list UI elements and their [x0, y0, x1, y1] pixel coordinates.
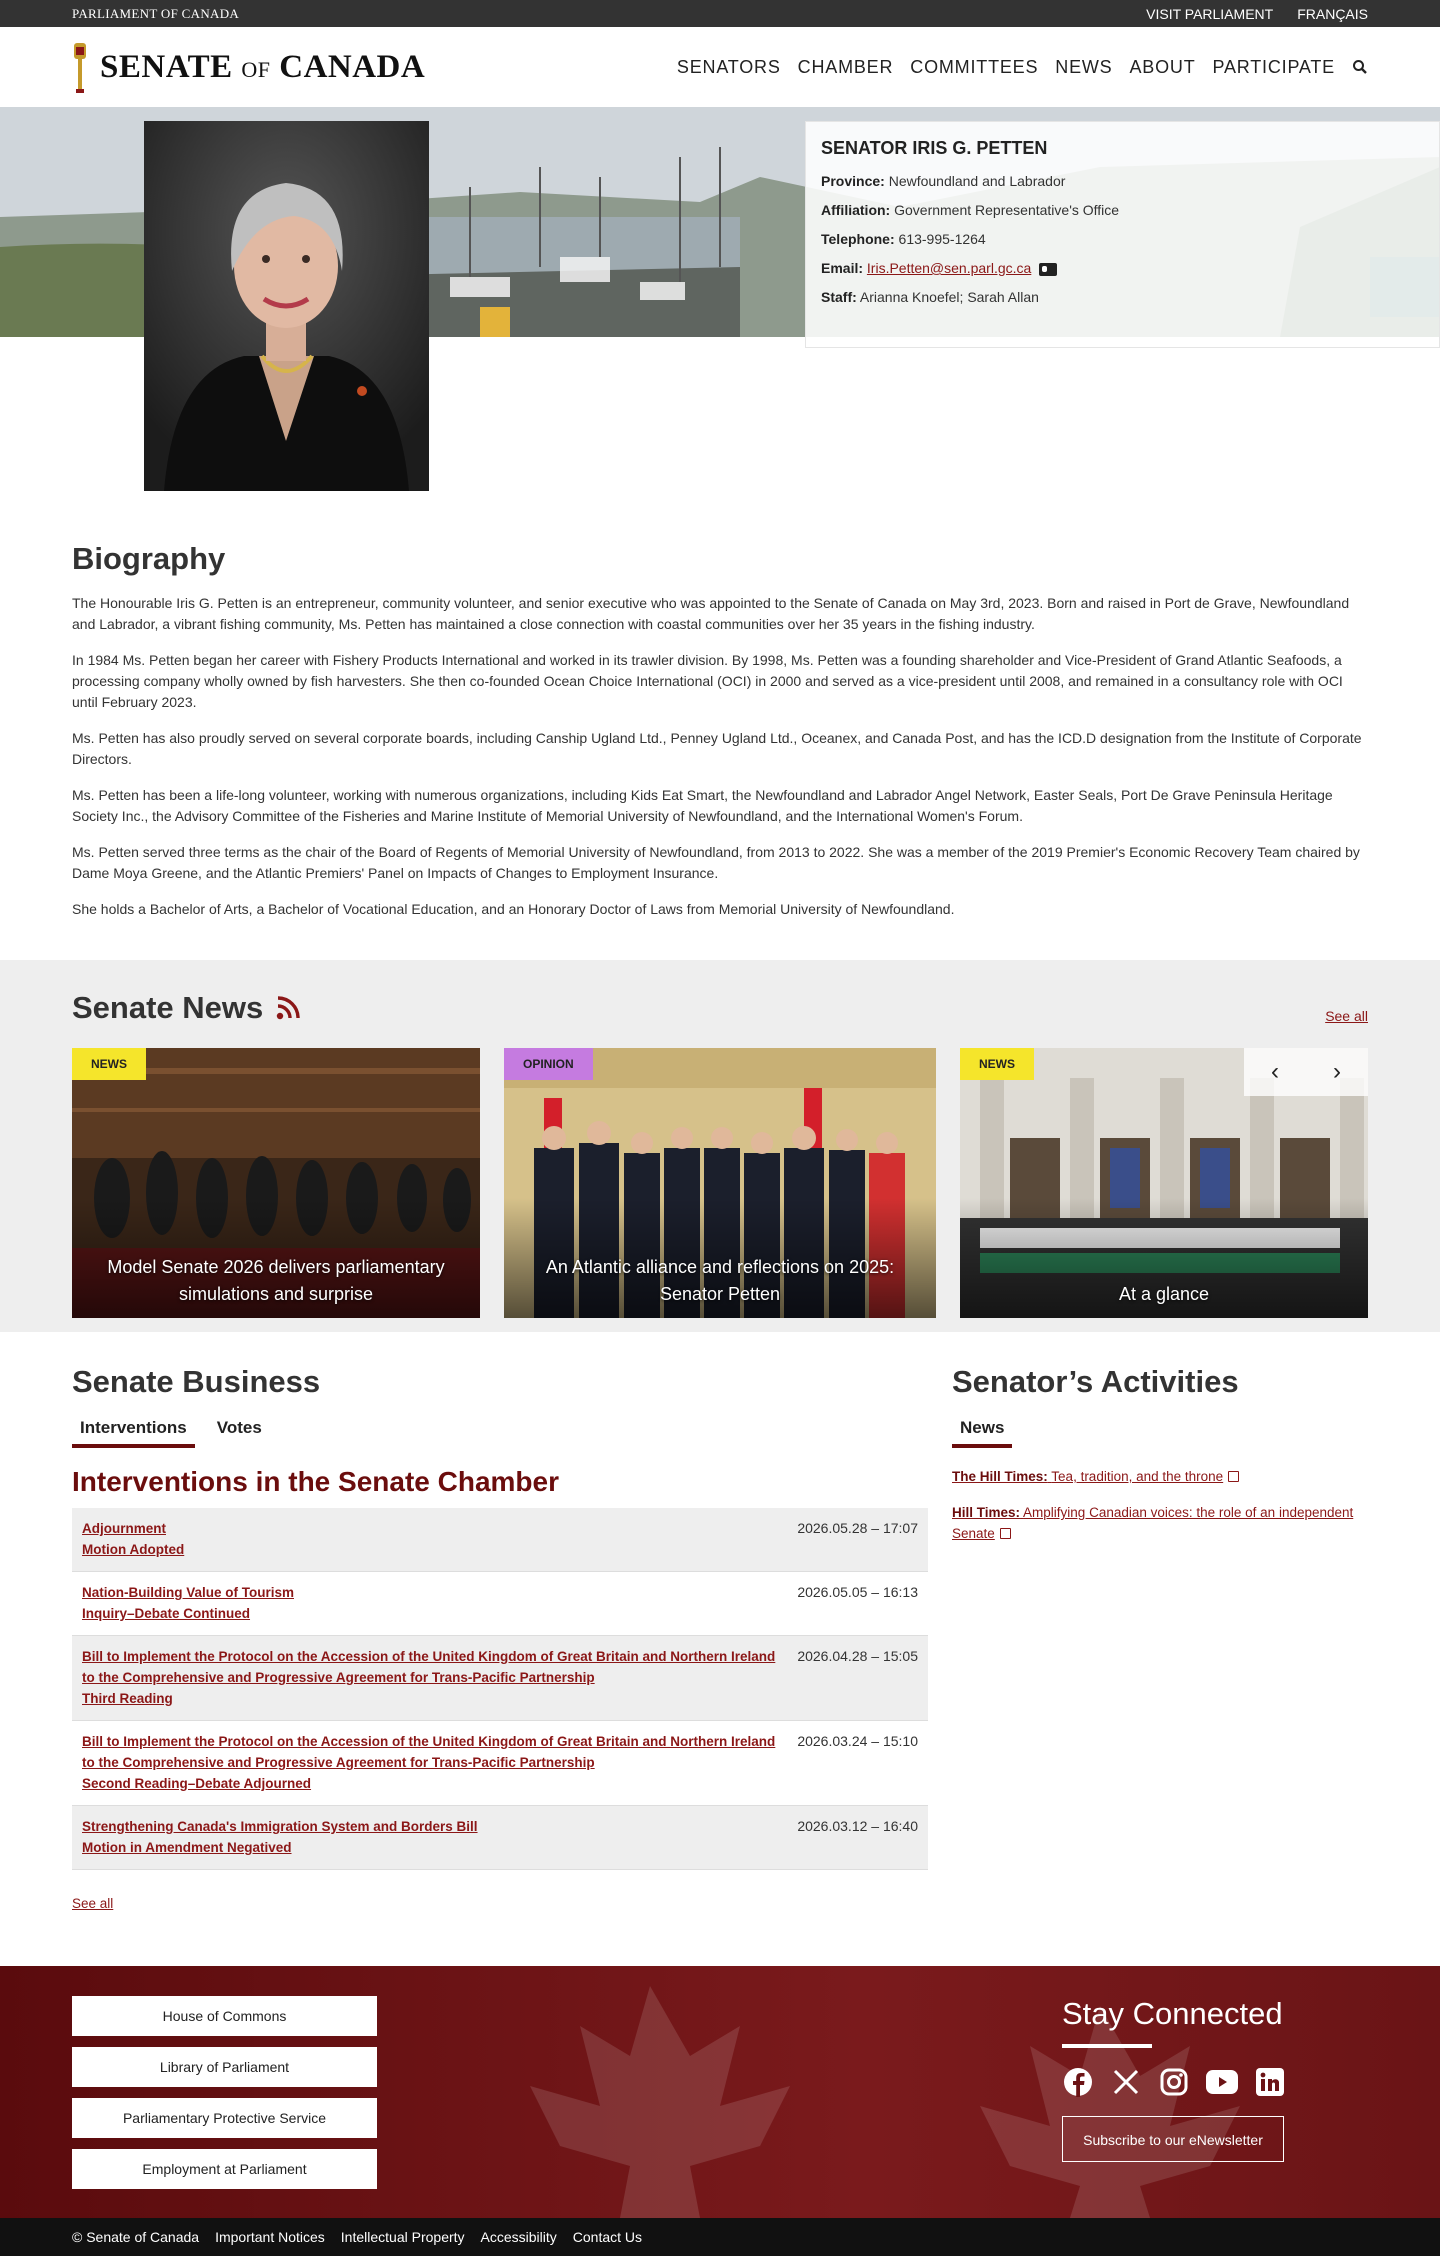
intervention-date: 2026.04.28 – 15:05 [797, 1648, 918, 1664]
contact-card-icon[interactable] [1039, 263, 1057, 276]
parliament-link[interactable]: PARLIAMENT OF CANADA [72, 5, 240, 21]
table-row [72, 1508, 928, 1572]
footer-link-house-of-commons[interactable]: House of Commons [72, 1996, 377, 2036]
intervention-status-link[interactable]: Motion Adopted [82, 1542, 185, 1557]
news-card-title: An Atlantic alliance and reflections on 2025: Senator Petten [545, 1257, 895, 1304]
table-row [72, 1636, 928, 1721]
intervention-title-link[interactable]: Nation-Building Value of Tourism [82, 1585, 294, 1600]
news-see-all-link[interactable]: See all [1325, 1008, 1368, 1024]
email-line: Email: Iris.Petten@sen.parl.gc.ca [821, 260, 1424, 276]
senate-business [72, 1364, 928, 1911]
important-notices-link[interactable]: Important Notices [215, 2229, 325, 2245]
nav-senators[interactable]: SENATORS [676, 56, 781, 77]
business-see-all-link[interactable]: See all [72, 1896, 114, 1911]
news-card[interactable] [960, 1048, 1368, 1318]
activities-title: Senator’s Activities [952, 1364, 1239, 1399]
intervention-date: 2026.03.12 – 16:40 [797, 1818, 918, 1834]
logo-text: SENATE OF CANADA [100, 48, 426, 85]
business-section [72, 1332, 1368, 1911]
news-card-tag: NEWS [72, 1048, 146, 1080]
intervention-date: 2026.03.24 – 15:10 [797, 1733, 918, 1749]
activity-item [952, 1466, 1368, 1487]
subscribe-button[interactable]: Subscribe to our eNewsletter [1062, 2116, 1284, 2162]
external-link-icon [1228, 1471, 1239, 1482]
intervention-title-link[interactable]: Bill to Implement the Protocol on the Accession of the United Kingdom of Great Britain and Northern Ireland to the Comprehensive and Progressive Agreement for Trans-Pacific Partnership [82, 1649, 776, 1685]
bio-paragraph: In 1984 Ms. Petten began her career with Fishery Products International and worked in its trawler division. By 1998, Ms. Petten was a founding shareholder and Vice-President of Grand Atlantic Seafoods, a processing company wholly owned by fish harvesters. She then co-founded Ocean Choice International (OCI) in 2000 and served as a vice-president until 2008, and remained in a consultancy role with OCI until February 2023. [72, 652, 1343, 710]
carousel-controls [1244, 1048, 1368, 1096]
activity-link[interactable]: Hill Times: Amplifying Canadian voices: the role of an independent Senate [952, 1505, 1354, 1541]
intervention-status-link[interactable]: Inquiry–Debate Continued [82, 1606, 251, 1621]
nav-participate[interactable]: PARTICIPATE [1212, 56, 1335, 77]
intellectual-property-link[interactable]: Intellectual Property [340, 2229, 465, 2245]
business-title: Senate Business [72, 1364, 321, 1399]
province-line: Province: Newfoundland and Labrador [821, 173, 1066, 189]
visit-parliament-link[interactable]: VISIT PARLIAMENT [1146, 5, 1274, 22]
news-title: Senate News [72, 990, 1368, 1026]
main-nav [677, 57, 1368, 78]
tab-news[interactable]: News [952, 1418, 1012, 1448]
nav-about[interactable]: ABOUT [1129, 56, 1196, 77]
news-card-tag: OPINION [504, 1048, 593, 1080]
news-card-title: At a glance [1118, 1284, 1210, 1304]
table-row [72, 1806, 928, 1870]
nav-chamber[interactable]: CHAMBER [797, 56, 894, 77]
intervention-title-link[interactable]: Adjournment [82, 1521, 166, 1536]
senator-activities [952, 1364, 1368, 1911]
footer-link-library[interactable]: Library of Parliament [72, 2047, 377, 2087]
mace-icon [72, 41, 88, 93]
biography-title: Biography [72, 541, 226, 576]
intervention-status-link[interactable]: Motion in Amendment Negatived [82, 1840, 292, 1855]
email-link[interactable]: Iris.Petten@sen.parl.gc.ca [866, 260, 1032, 276]
rss-icon[interactable] [275, 995, 301, 1021]
copyright: © Senate of Canada [72, 2229, 200, 2245]
affiliation-line: Affiliation: Government Representative's Office [821, 202, 1120, 218]
tab-interventions[interactable]: Interventions [72, 1418, 195, 1448]
senator-hero [0, 107, 1440, 527]
footer-link-employment[interactable]: Employment at Parliament [72, 2149, 377, 2189]
search-icon[interactable] [1352, 59, 1368, 75]
tab-votes[interactable]: Votes [216, 1418, 262, 1437]
accessibility-link[interactable]: Accessibility [480, 2229, 557, 2245]
telephone-line: Telephone: 613-995-1264 [821, 231, 986, 247]
x-icon[interactable] [1110, 2066, 1142, 2098]
top-bar [0, 0, 1440, 27]
footer-link-protective-service[interactable]: Parliamentary Protective Service [72, 2098, 377, 2138]
activity-link[interactable]: The Hill Times: Tea, tradition, and the throne [952, 1469, 1224, 1484]
youtube-icon[interactable] [1206, 2066, 1238, 2098]
intervention-title-link[interactable]: Bill to Implement the Protocol on the Accession of the United Kingdom of Great Britain and Northern Ireland to the Comprehensive and Progressive Agreement for Trans-Pacific Partnership [82, 1734, 776, 1770]
news-card-tag: NEWS [960, 1048, 1034, 1080]
bio-paragraph: Ms. Petten has also proudly served on several corporate boards, including Canship Ugland Ltd., Penney Ugland Ltd., Oceanex, and Canada Post, and has the ICD.D designation from the Institute of Corporate Directors. [72, 730, 1362, 767]
carousel-next-chevron-right-icon[interactable]: › [1333, 1058, 1341, 1085]
table-row [72, 1721, 928, 1806]
business-tabs [72, 1418, 928, 1448]
senate-logo[interactable] [72, 41, 425, 93]
senator-name: SENATOR IRIS G. PETTEN [821, 138, 1048, 158]
staff-line: Staff: Arianna Knoefel; Sarah Allan [821, 289, 1039, 305]
linkedin-icon[interactable] [1254, 2066, 1286, 2098]
social-links [1062, 2066, 1286, 2098]
site-footer [0, 1966, 1440, 2218]
interventions-list [72, 1508, 928, 1870]
instagram-icon[interactable] [1158, 2066, 1190, 2098]
bio-paragraph: The Honourable Iris G. Petten is an entrepreneur, community volunteer, and senior executive who was appointed to the Senate of Canada on May 3rd, 2023. Born and raised in Port de Grave, Newfoundland and Labrador, a vibrant fishing community, Ms. Petten has maintained a close connection with coastal communities over her 35 years in the fishing industry. [72, 595, 1350, 632]
intervention-status-link[interactable]: Second Reading–Debate Adjourned [82, 1776, 312, 1791]
facebook-icon[interactable] [1062, 2066, 1094, 2098]
news-card[interactable] [72, 1048, 480, 1318]
footer-links [72, 1996, 377, 2189]
intervention-status-link[interactable]: Third Reading [82, 1691, 173, 1706]
nav-committees[interactable]: COMMITTEES [910, 56, 1039, 77]
senator-portrait [144, 121, 429, 491]
bio-paragraph: Ms. Petten has been a life-long volunteer, working with numerous organizations, including Kids Eat Smart, the Newfoundland and Labrador Angel Network, Easter Seals, Port De Grave Peninsula Heritage Society Inc., the Advisory Committee of the Fisheries and Marine Institute of Memorial University of Newfoundland, and the International Women's Forum. [72, 787, 1333, 824]
intervention-title-link[interactable]: Strengthening Canada's Immigration System and Borders Bill [82, 1819, 478, 1834]
activities-tabs [952, 1418, 1368, 1448]
stay-connected-title: Stay Connected [1062, 1996, 1283, 2031]
biography-section [72, 541, 1368, 920]
divider [1062, 2044, 1152, 2048]
language-toggle-link[interactable]: FRANÇAIS [1297, 5, 1368, 22]
news-card[interactable] [504, 1048, 936, 1318]
intervention-date: 2026.05.28 – 17:07 [797, 1520, 918, 1536]
footer-bottom-bar [0, 2218, 1440, 2256]
senate-news-section [0, 960, 1440, 1332]
table-row [72, 1572, 928, 1636]
stay-connected [1062, 1996, 1286, 2162]
bio-paragraph: She holds a Bachelor of Arts, a Bachelor of Vocational Education, and an Honorary Doctor of Laws from Memorial University of Newfoundland. [72, 901, 955, 917]
interventions-title: Interventions in the Senate Chamber [72, 1466, 559, 1497]
nav-news[interactable]: NEWS [1055, 56, 1113, 77]
news-card-title: Model Senate 2026 delivers parliamentary simulations and surprise [107, 1257, 445, 1304]
contact-us-link[interactable]: Contact Us [572, 2229, 643, 2245]
news-carousel [72, 1048, 1368, 1318]
site-header [0, 27, 1440, 107]
external-link-icon [1000, 1528, 1011, 1539]
carousel-prev-chevron-left-icon[interactable]: ‹ [1271, 1058, 1279, 1085]
senator-info-card [805, 121, 1440, 348]
activity-item [952, 1502, 1368, 1544]
intervention-date: 2026.05.05 – 16:13 [797, 1584, 918, 1600]
bio-paragraph: Ms. Petten served three terms as the chair of the Board of Regents of Memorial University of Newfoundland, from 2013 to 2022. She was a member of the 2019 Premier's Economic Recovery Team chaired by Dame Moya Greene, and the Atlantic Premiers' Panel on Impacts of Changes to Employment Insurance. [72, 844, 1360, 881]
